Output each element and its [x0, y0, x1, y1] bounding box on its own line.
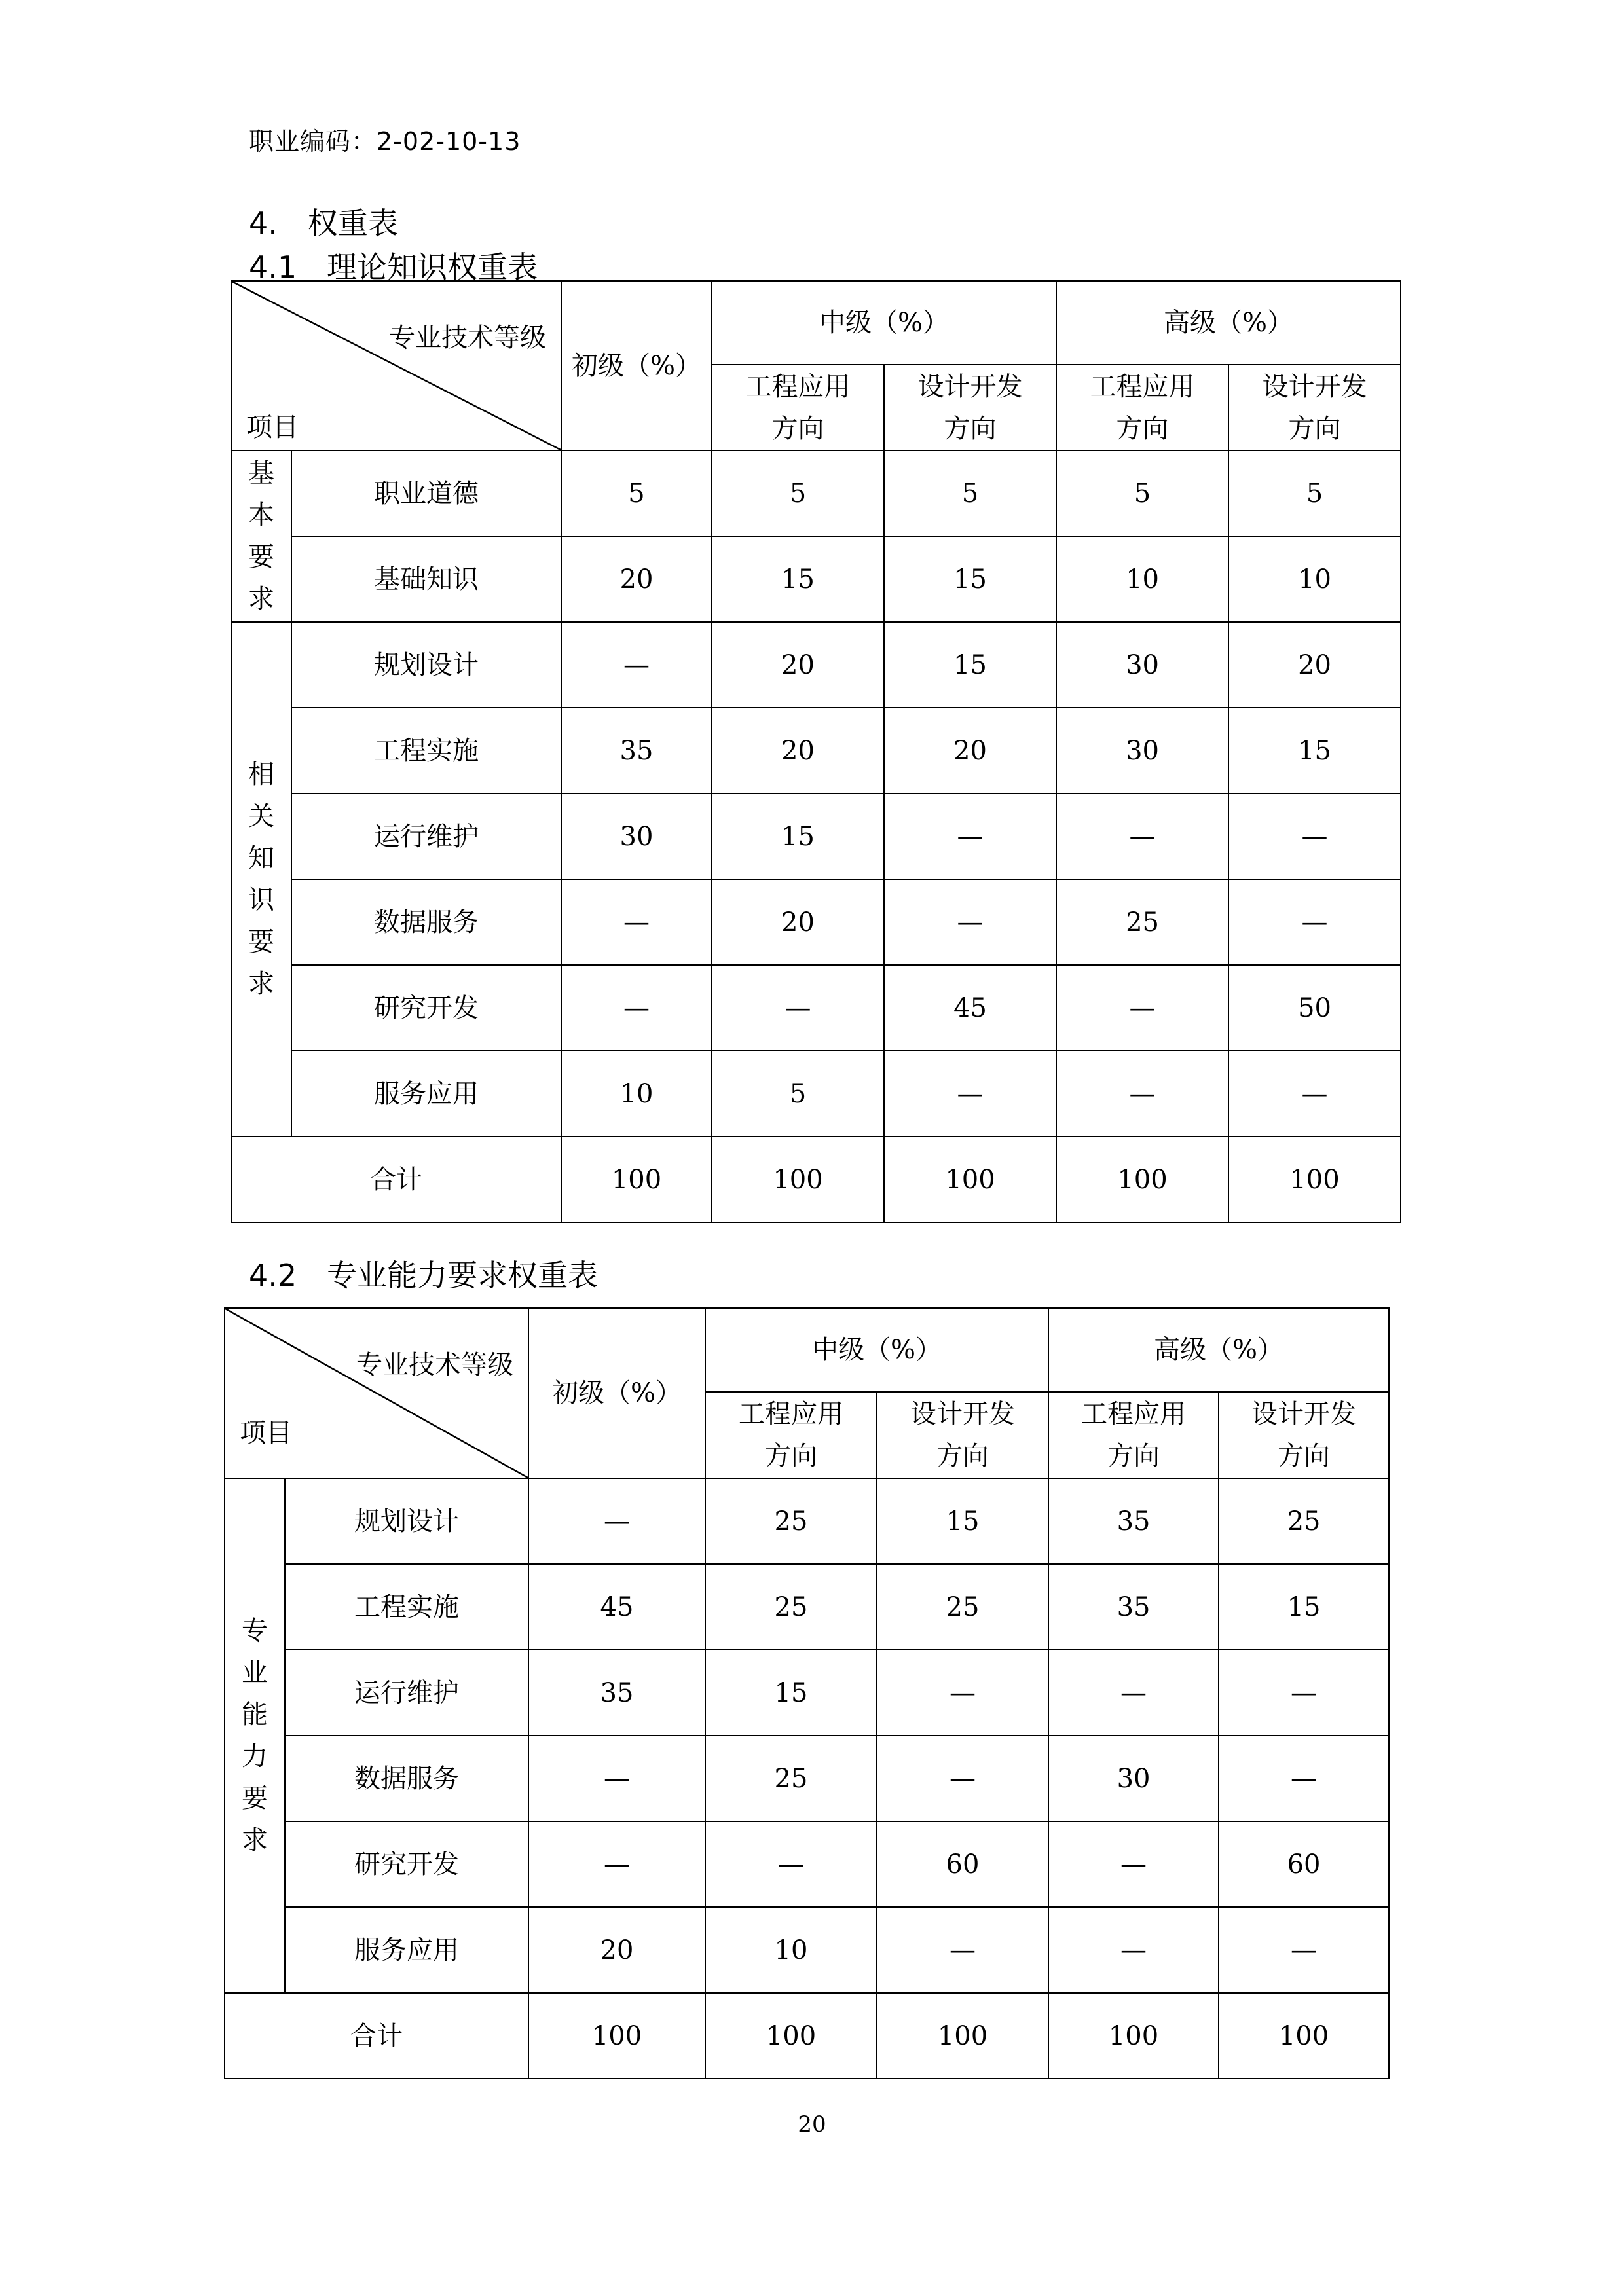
cell-value: 5: [712, 1051, 884, 1137]
cell-value: 30: [1056, 622, 1228, 708]
row-item: 数据服务: [285, 1736, 528, 1821]
row-item: 规划设计: [285, 1478, 528, 1564]
total-value: 100: [1048, 1993, 1219, 2079]
cell-value: 5: [1056, 450, 1228, 536]
cell-value: 60: [877, 1821, 1048, 1907]
cell-value: 15: [884, 536, 1056, 622]
row-item: 研究开发: [291, 965, 561, 1051]
cell-value: —: [528, 1478, 705, 1564]
cell-value: —: [884, 1051, 1056, 1137]
cell-value: 10: [1056, 536, 1228, 622]
cell-value: —: [884, 793, 1056, 879]
cell-value: 15: [705, 1650, 877, 1736]
table-row: [231, 622, 1401, 708]
table-row: [231, 793, 1401, 879]
row-item: 职业道德: [291, 450, 561, 536]
ability-weight-table: [224, 1307, 1390, 2079]
cell-value: 25: [705, 1478, 877, 1564]
cell-value: 25: [1219, 1478, 1389, 1564]
cell-value: —: [877, 1907, 1048, 1993]
cell-value: 15: [712, 536, 884, 622]
table-row: [231, 879, 1401, 965]
row-item: 规划设计: [291, 622, 561, 708]
cell-value: —: [1228, 793, 1401, 879]
cell-value: 20: [528, 1907, 705, 1993]
cell-value: 15: [712, 793, 884, 879]
cell-value: —: [1048, 1650, 1219, 1736]
total-value: 100: [877, 1993, 1048, 2079]
cell-value: 35: [528, 1650, 705, 1736]
total-label: 合计: [231, 1137, 561, 1222]
senior-header: 高级（%）: [1056, 281, 1401, 365]
cell-value: —: [561, 622, 712, 708]
cell-value: —: [1228, 879, 1401, 965]
table-row: [225, 1650, 1389, 1736]
table-row: [231, 1051, 1401, 1137]
cell-value: 15: [1219, 1564, 1389, 1650]
row-item: 研究开发: [285, 1821, 528, 1907]
cell-value: 25: [705, 1736, 877, 1821]
total-row: [231, 1137, 1401, 1222]
cell-value: —: [712, 965, 884, 1051]
senior-design-dev-header: 设计开发 方向: [1219, 1392, 1389, 1478]
cell-value: —: [1048, 1907, 1219, 1993]
total-value: 100: [1219, 1993, 1389, 2079]
row-item: 服务应用: [291, 1051, 561, 1137]
intermediate-header: 中级（%）: [712, 281, 1056, 365]
senior-eng-app-header: 工程应用 方向: [1056, 365, 1228, 450]
cell-value: 5: [561, 450, 712, 536]
cell-value: 35: [1048, 1478, 1219, 1564]
diagonal-header-cell: [225, 1308, 528, 1478]
cell-value: 30: [561, 793, 712, 879]
table-row: [225, 1736, 1389, 1821]
cell-value: —: [528, 1736, 705, 1821]
junior-header: 初级（%）: [561, 281, 712, 450]
diagonal-line: [225, 1309, 528, 1478]
page-number: 20: [798, 2111, 826, 2138]
cell-value: 15: [884, 622, 1056, 708]
cell-value: 50: [1228, 965, 1401, 1051]
total-row: [225, 1993, 1389, 2079]
group-related-knowledge: 相 关 知 识 要 求: [231, 622, 291, 1137]
cell-value: —: [1228, 1051, 1401, 1137]
total-value: 100: [561, 1137, 712, 1222]
cell-value: —: [528, 1821, 705, 1907]
grade-header: 专业技术等级: [356, 1350, 513, 1380]
cell-value: 10: [561, 1051, 712, 1137]
cell-value: 45: [528, 1564, 705, 1650]
cell-value: —: [1219, 1736, 1389, 1821]
cell-value: 15: [1228, 708, 1401, 793]
total-value: 100: [705, 1993, 877, 2079]
intermediate-design-dev-header: 设计开发 方向: [884, 365, 1056, 450]
table-row: [225, 1821, 1389, 1907]
cell-value: 60: [1219, 1821, 1389, 1907]
cell-value: 5: [712, 450, 884, 536]
grade-header: 专业技术等级: [389, 323, 546, 353]
cell-value: —: [561, 879, 712, 965]
row-item: 数据服务: [291, 879, 561, 965]
row-item: 运行维护: [291, 793, 561, 879]
cell-value: 20: [1228, 622, 1401, 708]
cell-value: 20: [712, 879, 884, 965]
cell-value: 20: [712, 622, 884, 708]
total-value: 100: [712, 1137, 884, 1222]
occupation-code: 职业编码：2-02-10-13: [249, 127, 521, 156]
row-item: 工程实施: [285, 1564, 528, 1650]
table1-title: 4.1 理论知识权重表: [249, 249, 538, 285]
total-value: 100: [1228, 1137, 1401, 1222]
cell-value: 5: [884, 450, 1056, 536]
cell-value: 30: [1048, 1736, 1219, 1821]
group-basic-requirements: 基 本 要 求: [231, 450, 291, 622]
row-item: 基础知识: [291, 536, 561, 622]
table-row: [225, 1478, 1389, 1564]
senior-eng-app-header: 工程应用 方向: [1048, 1392, 1219, 1478]
intermediate-design-dev-header: 设计开发 方向: [877, 1392, 1048, 1478]
theory-weight-table: [231, 280, 1401, 1223]
table2-title: 4.2 专业能力要求权重表: [249, 1258, 599, 1293]
table-row: [231, 965, 1401, 1051]
total-label: 合计: [225, 1993, 528, 2079]
cell-value: 20: [884, 708, 1056, 793]
intermediate-eng-app-header: 工程应用 方向: [705, 1392, 877, 1478]
cell-value: —: [1056, 793, 1228, 879]
cell-value: 35: [1048, 1564, 1219, 1650]
cell-value: 25: [877, 1564, 1048, 1650]
cell-value: —: [705, 1821, 877, 1907]
cell-value: 45: [884, 965, 1056, 1051]
cell-value: —: [1056, 965, 1228, 1051]
total-value: 100: [1056, 1137, 1228, 1222]
section-title: 4. 权重表: [249, 206, 398, 241]
senior-design-dev-header: 设计开发 方向: [1228, 365, 1401, 450]
cell-value: 20: [561, 536, 712, 622]
total-value: 100: [884, 1137, 1056, 1222]
cell-value: —: [1219, 1907, 1389, 1993]
cell-value: —: [1056, 1051, 1228, 1137]
cell-value: 25: [705, 1564, 877, 1650]
cell-value: —: [1048, 1821, 1219, 1907]
row-item: 运行维护: [285, 1650, 528, 1736]
senior-header: 高级（%）: [1048, 1308, 1389, 1392]
table-row: [231, 708, 1401, 793]
table-row: [231, 536, 1401, 622]
group-professional-ability: 专 业 能 力 要 求: [225, 1478, 285, 1993]
cell-value: 10: [1228, 536, 1401, 622]
cell-value: 20: [712, 708, 884, 793]
item-header: 项目: [240, 1418, 292, 1448]
total-value: 100: [528, 1993, 705, 2079]
cell-value: 15: [877, 1478, 1048, 1564]
intermediate-header: 中级（%）: [705, 1308, 1048, 1392]
row-item: 工程实施: [291, 708, 561, 793]
cell-value: —: [561, 965, 712, 1051]
table-row: [225, 1564, 1389, 1650]
cell-value: —: [877, 1736, 1048, 1821]
cell-value: 35: [561, 708, 712, 793]
junior-header: 初级（%）: [528, 1308, 705, 1478]
cell-value: 5: [1228, 450, 1401, 536]
table-row: [225, 1907, 1389, 1993]
intermediate-eng-app-header: 工程应用 方向: [712, 365, 884, 450]
cell-value: 30: [1056, 708, 1228, 793]
row-item: 服务应用: [285, 1907, 528, 1993]
item-header: 项目: [246, 412, 299, 443]
cell-value: —: [884, 879, 1056, 965]
cell-value: 10: [705, 1907, 877, 1993]
cell-value: 25: [1056, 879, 1228, 965]
table-row: [231, 450, 1401, 536]
diagonal-header-cell: [231, 281, 561, 450]
cell-value: —: [877, 1650, 1048, 1736]
cell-value: —: [1219, 1650, 1389, 1736]
